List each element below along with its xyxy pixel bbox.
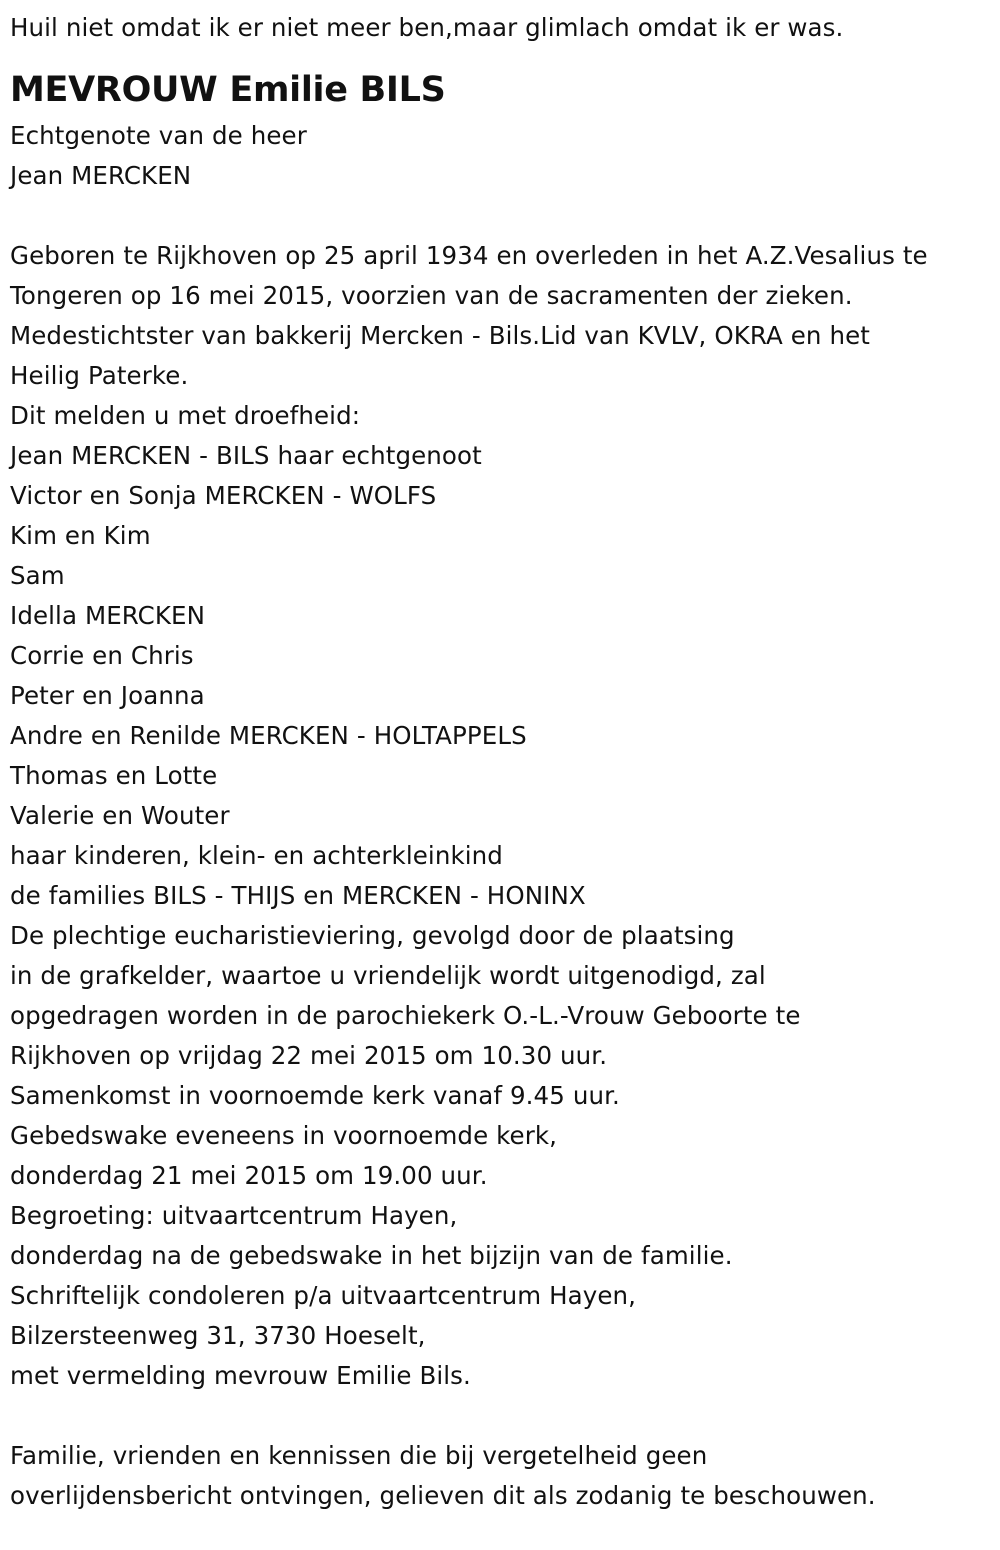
- family-member-line: de families BILS - THIJS en MERCKEN - HONINX: [10, 881, 586, 910]
- family-member-line: Sam: [10, 561, 65, 590]
- ceremony-line: opgedragen worden in de parochiekerk O.-L.-Vrouw Geboorte te: [10, 1001, 801, 1030]
- family-member-line: Victor en Sonja MERCKEN - WOLFS: [10, 481, 437, 510]
- blank-line: [10, 196, 990, 236]
- wake-line: Gebedswake eveneens in voornoemde kerk,: [10, 1121, 558, 1150]
- ceremony-line: De plechtige eucharistieviering, gevolgd door de plaatsing: [10, 921, 735, 950]
- condolence-address-line: Bilzersteenweg 31, 3730 Hoeselt,: [10, 1321, 426, 1350]
- spouse-line: Jean MERCKEN: [10, 161, 192, 190]
- ceremony-line: Rijkhoven op vrijdag 22 mei 2015 om 10.30 uur.: [10, 1041, 608, 1070]
- motto-quote: Huil niet omdat ik er niet meer ben,maar glimlach omdat ik er was.: [10, 13, 844, 42]
- spouse-line: Echtgenote van de heer: [10, 121, 307, 150]
- family-member-line: Corrie en Chris: [10, 641, 194, 670]
- blank-line: [10, 1396, 990, 1436]
- closing-note: [10, 1436, 990, 1516]
- family-member-line: Valerie en Wouter: [10, 801, 230, 830]
- spouse-block: [10, 116, 990, 196]
- greeting-line: donderdag na de gebedswake in het bijzijn van de familie.: [10, 1241, 733, 1270]
- birth-death-line: Tongeren op 16 mei 2015, voorzien van de sacramenten der zieken.: [10, 281, 853, 310]
- family-member-line: Kim en Kim: [10, 521, 151, 550]
- announcement-line: Dit melden u met droefheid:: [10, 401, 361, 430]
- closing-line: overlijdensbericht ontvingen, gelieven dit als zodanig te beschouwen.: [10, 1481, 876, 1510]
- notice-body: [10, 236, 990, 1396]
- wake-line: donderdag 21 mei 2015 om 19.00 uur.: [10, 1161, 488, 1190]
- family-member-line: Thomas en Lotte: [10, 761, 218, 790]
- family-member-line: Jean MERCKEN - BILS haar echtgenoot: [10, 441, 482, 470]
- family-member-line: haar kinderen, klein- en achterkleinkind: [10, 841, 503, 870]
- family-member-line: Idella MERCKEN: [10, 601, 206, 630]
- ceremony-line: Samenkomst in voornoemde kerk vanaf 9.45 uur.: [10, 1081, 620, 1110]
- family-member-line: Andre en Renilde MERCKEN - HOLTAPPELS: [10, 721, 527, 750]
- closing-line: Familie, vrienden en kennissen die bij vergetelheid geen: [10, 1441, 708, 1470]
- family-member-line: Peter en Joanna: [10, 681, 205, 710]
- condolence-line: met vermelding mevrouw Emilie Bils.: [10, 1361, 471, 1390]
- biography-line: Heilig Paterke.: [10, 361, 189, 390]
- biography-line: Medestichtster van bakkerij Mercken - Bils.Lid van KVLV, OKRA en het: [10, 321, 870, 350]
- ceremony-line: in de grafkelder, waartoe u vriendelijk wordt uitgenodigd, zal: [10, 961, 766, 990]
- birth-death-line: Geboren te Rijkhoven op 25 april 1934 en overleden in het A.Z.Vesalius te: [10, 241, 928, 270]
- greeting-line: Begroeting: uitvaartcentrum Hayen,: [10, 1201, 458, 1230]
- condolence-line: Schriftelijk condoleren p/a uitvaartcentrum Hayen,: [10, 1281, 637, 1310]
- deceased-name-heading: MEVROUW Emilie BILS: [10, 70, 446, 110]
